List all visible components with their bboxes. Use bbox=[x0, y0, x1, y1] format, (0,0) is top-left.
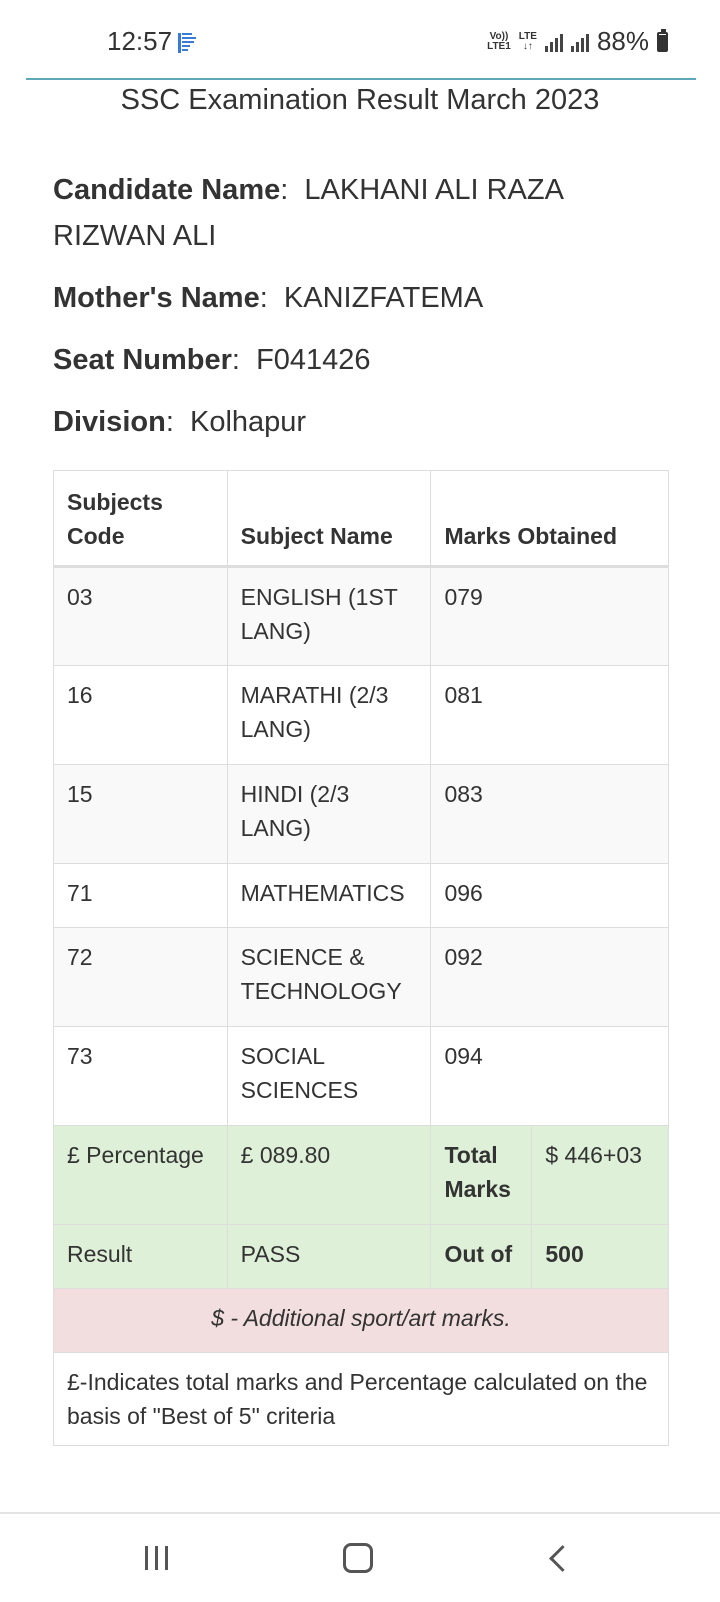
separator: : bbox=[259, 282, 268, 314]
header-subject-name: Subject Name bbox=[227, 471, 431, 567]
candidate-name-value: LAKHANI ALI RAZA RIZWAN ALI bbox=[53, 174, 563, 252]
candidate-name-line bbox=[53, 167, 673, 259]
result-table bbox=[53, 470, 669, 1446]
battery-fill bbox=[659, 35, 666, 49]
separator: : bbox=[280, 174, 289, 206]
mother-name-label: Mother's Name bbox=[53, 282, 260, 314]
recent-apps-icon bbox=[145, 1546, 168, 1570]
signal-icon bbox=[545, 32, 563, 52]
subject-code: 16 bbox=[54, 666, 228, 765]
lte-label: LTE bbox=[518, 30, 537, 42]
navigation-bar bbox=[0, 1512, 720, 1602]
subject-code: 72 bbox=[54, 928, 228, 1027]
volte-indicator bbox=[487, 32, 511, 52]
percentage-label: £ Percentage bbox=[54, 1126, 228, 1225]
separator: : bbox=[165, 406, 174, 438]
total-marks-label: Total Marks bbox=[431, 1126, 532, 1225]
result-row bbox=[54, 1225, 669, 1289]
volte-sub-label: LTE1 bbox=[487, 40, 511, 52]
signal-icon bbox=[571, 32, 589, 52]
recent-apps-button[interactable] bbox=[126, 1538, 186, 1578]
subject-name: SCIENCE & TECHNOLOGY bbox=[227, 928, 431, 1027]
table-row bbox=[54, 666, 669, 765]
header-marks-obtained: Marks Obtained bbox=[431, 471, 669, 567]
subject-code: 03 bbox=[54, 567, 228, 666]
separator: : bbox=[231, 344, 240, 376]
subject-name: HINDI (2/3 LANG) bbox=[227, 765, 431, 864]
percentage-value: £ 089.80 bbox=[227, 1126, 431, 1225]
additional-marks-note: $ - Additional sport/art marks. bbox=[54, 1289, 669, 1353]
page-title: SSC Examination Result March 2023 bbox=[120, 84, 600, 116]
subject-name: MARATHI (2/3 LANG) bbox=[227, 666, 431, 765]
seat-number-value: F041426 bbox=[256, 344, 371, 376]
subject-code: 73 bbox=[54, 1027, 228, 1126]
lte-arrows: ↓↑ bbox=[522, 40, 533, 52]
table-row bbox=[54, 1027, 669, 1126]
best-of-5-note: £-Indicates total marks and Percentage calculated on the basis of "Best of 5" criteria bbox=[54, 1353, 669, 1446]
best-of-5-note-row bbox=[54, 1353, 669, 1446]
result-label: Result bbox=[54, 1225, 228, 1289]
subject-marks: 079 bbox=[431, 567, 669, 666]
table-row bbox=[54, 567, 669, 666]
out-of-label: Out of bbox=[431, 1225, 532, 1289]
status-bar bbox=[0, 0, 720, 80]
result-value: PASS bbox=[227, 1225, 431, 1289]
subject-marks: 081 bbox=[431, 666, 669, 765]
status-time: 12:57 bbox=[107, 26, 173, 56]
mother-name-value: KANIZFATEMA bbox=[283, 282, 484, 314]
subject-code: 15 bbox=[54, 765, 228, 864]
percentage-row bbox=[54, 1126, 669, 1225]
subject-code: 71 bbox=[54, 864, 228, 928]
battery-icon bbox=[657, 32, 668, 52]
subject-name: ENGLISH (1ST LANG) bbox=[227, 567, 431, 666]
subject-marks: 096 bbox=[431, 864, 669, 928]
table-header-row bbox=[54, 471, 669, 567]
ibm-app-icon bbox=[178, 32, 200, 54]
subject-name: MATHEMATICS bbox=[227, 864, 431, 928]
seat-number-line bbox=[53, 337, 673, 383]
header-subject-code: Subjects Code bbox=[54, 471, 228, 567]
table-row bbox=[54, 864, 669, 928]
out-of-value: 500 bbox=[532, 1225, 669, 1289]
home-icon bbox=[343, 1543, 373, 1573]
additional-marks-note-row bbox=[54, 1289, 669, 1353]
header-divider bbox=[26, 78, 696, 80]
seat-number-label: Seat Number bbox=[53, 344, 232, 376]
division-value: Kolhapur bbox=[190, 406, 307, 438]
subject-name: SOCIAL SCIENCES bbox=[227, 1027, 431, 1126]
division-line bbox=[53, 399, 673, 445]
back-button[interactable] bbox=[528, 1538, 588, 1578]
subject-marks: 083 bbox=[431, 765, 669, 864]
mother-name-line bbox=[53, 275, 673, 321]
subject-marks: 092 bbox=[431, 928, 669, 1027]
battery-percent: 88% bbox=[596, 26, 649, 56]
subject-marks: 094 bbox=[431, 1027, 669, 1126]
candidate-name-label: Candidate Name bbox=[53, 174, 281, 206]
volte-label: Vo)) bbox=[489, 30, 509, 42]
back-icon bbox=[549, 1545, 576, 1572]
total-marks-value: $ 446+03 bbox=[532, 1126, 669, 1225]
table-row bbox=[54, 928, 669, 1027]
division-label: Division bbox=[53, 406, 166, 438]
home-button[interactable] bbox=[328, 1538, 388, 1578]
status-icons bbox=[487, 26, 668, 57]
lte-indicator bbox=[519, 32, 537, 52]
table-row bbox=[54, 765, 669, 864]
